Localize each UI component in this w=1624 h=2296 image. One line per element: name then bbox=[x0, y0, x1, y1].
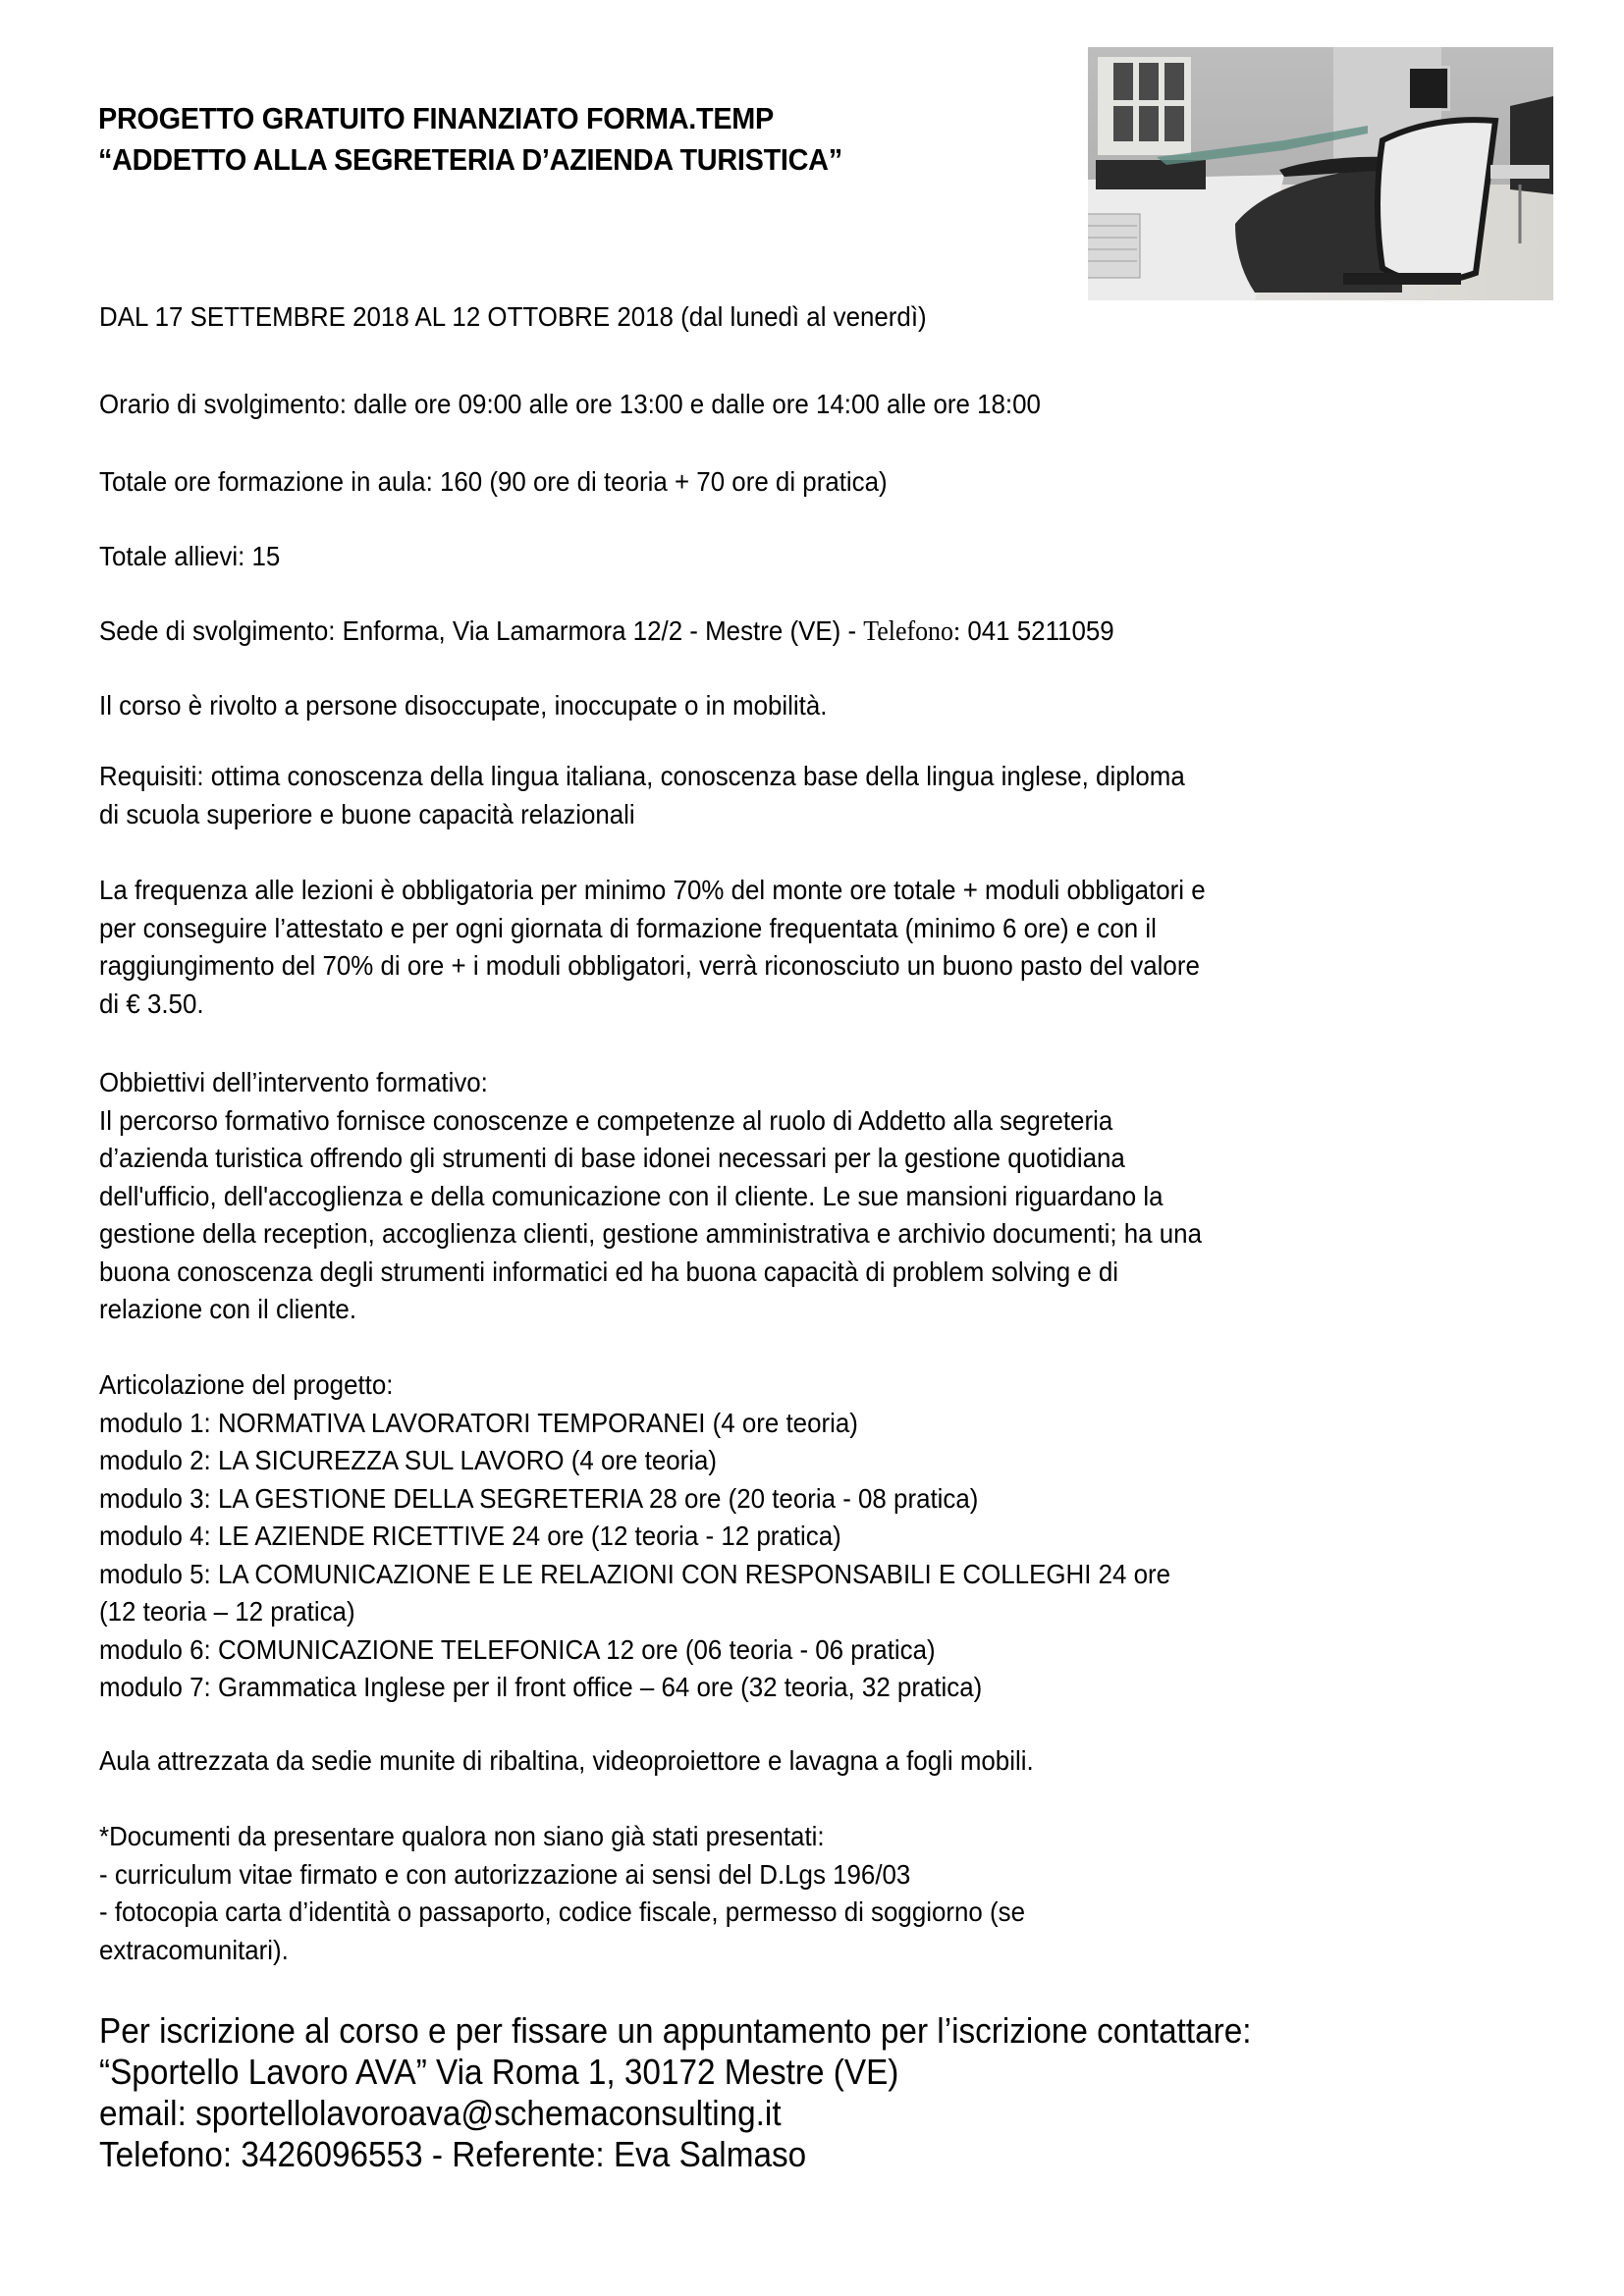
course-schedule bbox=[99, 386, 1041, 424]
module-item: modulo 3: LA GESTIONE DELLA SEGRETERIA 28 ore (20 teoria - 08 pratica) bbox=[99, 1482, 979, 1514]
module-item: modulo 4: LE AZIENDE RICETTIVE 24 ore (12 teoria - 12 pratica) bbox=[99, 1521, 841, 1551]
attendance-line: La frequenza alle lezioni è obbligatoria per minimo 70% del monte ore totale + moduli obbligatori e bbox=[99, 875, 1206, 905]
documents-item: - fotocopia carta d’identità o passaporto, codice fiscale, permesso di soggiorno (se bbox=[99, 1896, 1025, 1927]
module-item: modulo 1: NORMATIVA LAVORATORI TEMPORANEI (4 ore teoria) bbox=[99, 1407, 858, 1438]
attendance-line: di € 3.50. bbox=[99, 988, 204, 1019]
page-title bbox=[98, 98, 1011, 181]
target-text: Il corso è rivolto a persone disoccupate, inoccupate o in mobilità. bbox=[99, 690, 828, 721]
module-item: modulo 5: LA COMUNICAZIONE E LE RELAZIONI CON RESPONSABILI E COLLEGHI 24 ore bbox=[99, 1558, 1171, 1589]
attendance-line: per conseguire l’attestato e per ogni giornata di formazione frequentata (minimo 6 ore) e con il bbox=[99, 912, 1157, 943]
module-item: (12 teoria – 12 pratica) bbox=[99, 1596, 355, 1627]
venue-phone-label: Telefono: bbox=[863, 616, 961, 647]
objectives-line: buona conoscenza degli strumenti informatici ed ha buona capacità di problem solving e di bbox=[99, 1255, 1119, 1287]
objectives-line: Il percorso formativo fornisce conoscenze e competenze al ruolo di Addetto alla segreteria bbox=[99, 1104, 1113, 1136]
module-item: modulo 7: Grammatica Inglese per il front office – 64 ore (32 teoria, 32 pratica) bbox=[99, 1672, 983, 1702]
course-total-students bbox=[99, 538, 280, 576]
requirements-line: Requisiti: ottima conoscenza della lingua italiana, conoscenza base della lingua inglese, diploma bbox=[99, 761, 1185, 791]
documents-item: - curriculum vitae firmato e con autorizzazione ai sensi del D.Lgs 196/03 bbox=[99, 1858, 911, 1890]
classroom-text: Aula attrezzata da sedie munite di ribaltina, videoproiettore e lavagna a fogli mobili. bbox=[99, 1745, 1034, 1776]
objectives-heading: Obbiettivi dell’intervento formativo: bbox=[99, 1067, 488, 1097]
contact-office: “Sportello Lavoro AVA” Via Roma 1, 30172 Mestre (VE) bbox=[99, 2052, 899, 2092]
objectives-line: gestione della reception, accoglienza clienti, gestione amministrativa e archivio documenti; ha una bbox=[99, 1218, 1202, 1249]
documents-item: extracomunitari). bbox=[99, 1934, 289, 1965]
schedule-text: Orario di svolgimento: dalle ore 09:00 alle ore 13:00 e dalle ore 14:00 alle ore 18:00 bbox=[99, 389, 1041, 419]
modules-section bbox=[99, 1366, 1170, 1707]
attendance-line: raggiungimento del 70% di ore + i moduli obbligatori, verrà riconosciuto un buono pasto del valore bbox=[99, 950, 1200, 981]
module-item: modulo 2: LA SICUREZZA SUL LAVORO (4 ore teoria) bbox=[99, 1445, 718, 1475]
office-photo bbox=[1088, 47, 1553, 300]
objectives-line: relazione con il cliente. bbox=[99, 1294, 357, 1324]
venue-phone: 041 5211059 bbox=[960, 615, 1114, 646]
title-line-2: “ADDETTO ALLA SEGRETERIA D’AZIENDA TURISTICA” bbox=[98, 142, 842, 177]
contact-section bbox=[99, 2010, 1251, 2175]
modules-heading: Articolazione del progetto: bbox=[99, 1369, 394, 1400]
objectives-line: d’azienda turistica offrendo gli strumenti di base idonei necessari per la gestione quotidiana bbox=[99, 1143, 1125, 1173]
total-hours-text: Totale ore formazione in aula: 160 (90 ore di teoria + 70 ore di pratica) bbox=[99, 466, 888, 497]
requirements-section bbox=[99, 758, 1185, 833]
course-total-hours bbox=[99, 463, 888, 502]
contact-intro: Per iscrizione al corso e per fissare un appuntamento per l’iscrizione contattare: bbox=[99, 2010, 1252, 2051]
course-venue bbox=[99, 613, 1114, 652]
venue-text bbox=[99, 613, 1114, 652]
office-illustration bbox=[1088, 47, 1553, 300]
requirements-line: di scuola superiore e buone capacità relazionali bbox=[99, 798, 635, 829]
objectives-section bbox=[99, 1064, 1202, 1329]
course-target bbox=[99, 687, 827, 725]
objectives-line: dell'ufficio, dell'accoglienza e della comunicazione con il cliente. Le sue mansioni riguardano la bbox=[99, 1180, 1164, 1211]
venue-address: Sede di svolgimento: Enforma, Via Lamarmora 12/2 - Mestre (VE) - bbox=[99, 615, 864, 646]
title-line-1: PROGETTO GRATUITO FINANZIATO FORMA.TEMP bbox=[98, 101, 774, 135]
dates-text: DAL 17 SETTEMBRE 2018 AL 12 OTTOBRE 2018 (dal lunedì al venerdì) bbox=[99, 301, 927, 332]
contact-phone: Telefono: 3426096553 - Referente: Eva Salmaso bbox=[99, 2134, 807, 2174]
documents-heading: *Documenti da presentare qualora non siano già stati presentati: bbox=[99, 1821, 825, 1851]
contact-email[interactable]: email: sportellolavoroava@schemaconsulting.it bbox=[99, 2093, 782, 2133]
module-item: modulo 6: COMUNICAZIONE TELEFONICA 12 ore (06 teoria - 06 pratica) bbox=[99, 1633, 936, 1665]
classroom-section bbox=[99, 1742, 1034, 1781]
total-students-text: Totale allievi: 15 bbox=[99, 541, 281, 571]
course-dates bbox=[99, 298, 927, 337]
documents-section bbox=[99, 1818, 1025, 1969]
attendance-section bbox=[99, 872, 1206, 1023]
